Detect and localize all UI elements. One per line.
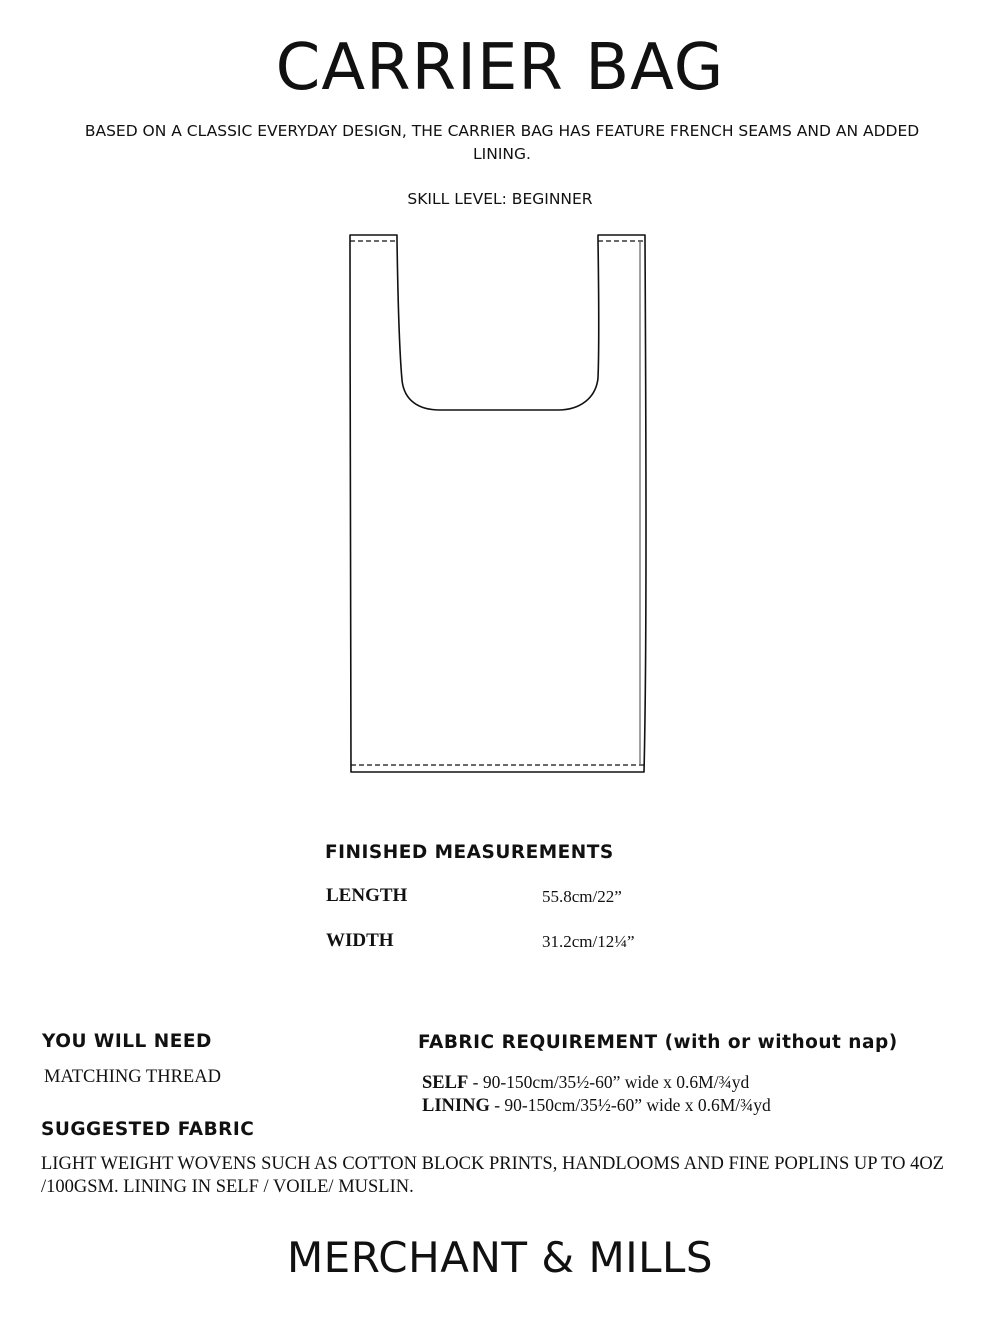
fabric-row-self <box>422 1071 749 1094</box>
fabric-self-detail: - 90-150cm/35½-60” wide x 0.6M/¾yd <box>468 1072 750 1092</box>
fabric-self-name: SELF <box>422 1073 469 1093</box>
pattern-description: BASED ON A CLASSIC EVERYDAY DESIGN, THE CARRIER BAG HAS FEATURE FRENCH SEAMS AND AN ADDED LINING. <box>84 122 920 163</box>
finished-measurements-heading: FINISHED MEASUREMENTS <box>325 842 614 863</box>
width-label: WIDTH <box>326 930 394 951</box>
fabric-lining-name: LINING <box>422 1096 490 1116</box>
suggested-fabric-text: LIGHT WEIGHT WOVENS SUCH AS COTTON BLOCK PRINTS, HANDLOOMS AND FINE POPLINS UP TO 4OZ /100GSM. LINING IN SELF / VOILE/ MUSLIN. <box>41 1154 944 1197</box>
bag-outline <box>350 235 646 772</box>
width-value: 31.2cm/12¼” <box>542 932 635 951</box>
pattern-title: CARRIER BAG <box>275 31 725 105</box>
brand-name: MERCHANT & MILLS <box>286 1233 714 1282</box>
you-will-need-heading: YOU WILL NEED <box>42 1031 212 1052</box>
length-label: LENGTH <box>326 885 408 906</box>
fabric-requirement-heading: FABRIC REQUIREMENT (with or without nap) <box>418 1032 898 1053</box>
suggested-fabric-heading: SUGGESTED FABRIC <box>41 1119 255 1140</box>
needs-item: MATCHING THREAD <box>44 1067 221 1087</box>
skill-level: SKILL LEVEL: BEGINNER <box>407 190 593 208</box>
fabric-row-lining <box>422 1094 771 1117</box>
fabric-lining-detail: - 90-150cm/35½-60” wide x 0.6M/¾yd <box>489 1095 771 1115</box>
length-value: 55.8cm/22” <box>542 887 622 906</box>
carrier-bag-illustration <box>340 228 660 780</box>
